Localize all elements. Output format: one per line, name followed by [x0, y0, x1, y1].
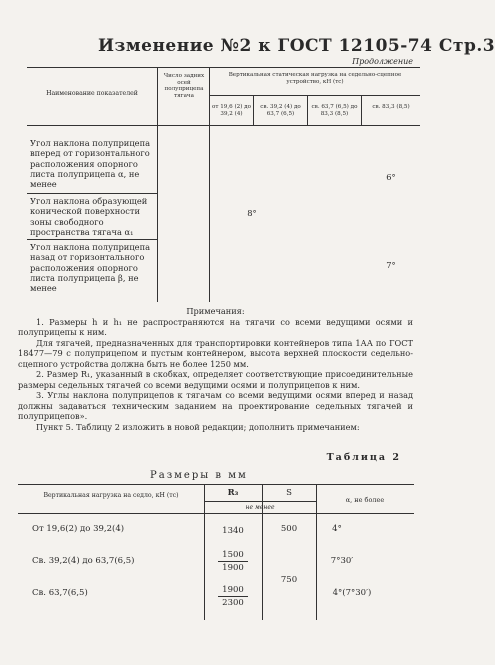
- row-3-r-denominator: 2300: [222, 598, 244, 608]
- row-1-name: Угол наклона полуприцепа вперед от горизонтального расположения опорного листа полуприцепа α, не менее: [30, 138, 151, 190]
- row-3-name: Угол наклона полуприцепа назад от горизонтального расположения опорного листа полуприцепа β, не менее: [30, 242, 151, 294]
- row-2-value: 8°: [247, 208, 257, 218]
- header-alpha: α, не более: [345, 496, 385, 504]
- sub-header-1: от 19,6 (2) до 39,2 (4): [212, 104, 251, 117]
- notes-block: [18, 306, 413, 432]
- row-3-alpha: 4°(7°30′): [332, 588, 372, 598]
- row-2-load: Св. 39,2(4) до 63,7(6,5): [32, 556, 135, 566]
- table-2-title: Размеры в мм: [150, 470, 248, 481]
- page-header: Изменение №2 к ГОСТ 12105-74 Стр.3: [98, 36, 495, 56]
- row-3-r: [218, 585, 248, 608]
- col-load-header: Вертикальная статическая нагрузка на седельно-сцепное устройство, кН (тс): [228, 72, 402, 85]
- item-5-text: Пункт 5. Таблицу 2 изложить в новой редакции; дополнить примечанием:: [36, 421, 360, 432]
- row-2-alpha: 7°30′: [330, 556, 354, 566]
- sub-header-2: св. 39,2 (4) до 63,7 (6,5): [260, 104, 301, 117]
- note-3: 3. Углы наклона полуприцепов к тягачам со всеми ведущими осями вперед и назад должны задаваться техническим заданием на проектирование седельных тягачей и полуприцепов».: [18, 390, 413, 421]
- row-3-value: 7°: [386, 260, 396, 270]
- sub-header-4: св. 83,3 (8,5): [372, 104, 410, 110]
- row-2-r-numerator: 1500: [218, 550, 248, 562]
- header-r: R₃: [227, 488, 239, 498]
- col-name-header: Наименование показателей: [46, 90, 138, 97]
- row-3-r-numerator: 1900: [218, 585, 248, 597]
- row-2-name: Угол наклона образующей конической поверхности зоны свободного пространства тягача α₁: [30, 196, 148, 237]
- sub-header-3: св. 63,7 (6,5) до 83,3 (8,5): [311, 104, 358, 117]
- header-min: не менее: [245, 504, 275, 511]
- row-1-r: 1340: [222, 526, 244, 536]
- header-load: Вертикальная нагрузка на седло, кН (тс): [43, 492, 179, 499]
- header-s: S: [286, 488, 292, 498]
- note-1-paragraph: Для тягачей, предназначенных для транспортировки контейнеров типа 1АА по ГОСТ 18477—79 с полуприцепом и пустым контейнером, высота верхней плоскости седельно-сцепного устройства должна быть не более 1250 мм.: [18, 337, 413, 369]
- row-3-load: Св. 63,7(6,5): [32, 588, 88, 598]
- row-1-value: 6°: [386, 172, 396, 182]
- table-2: [18, 484, 414, 620]
- table-2-caption: Таблица 2: [326, 452, 401, 463]
- row-2-r: [218, 550, 248, 573]
- note-2: 2. Размер R₁, указанный в скобках, определяет соответствующие присоединительные размеры седельных тягачей со всеми ведущими осями и полуприцепов к ним.: [18, 369, 413, 390]
- s-value-2: 750: [280, 575, 298, 585]
- row-1-load: От 19,6(2) до 39,2(4): [32, 524, 125, 534]
- notes-title: Примечания:: [186, 306, 245, 316]
- col-axles-header: Число задних осей полуприцепа тягача: [163, 73, 205, 99]
- s-value-1: 500: [280, 524, 298, 534]
- note-1: 1. Размеры h и h₁ не распространяются на тягачи со всеми ведущими осями и полуприцепы к ним.: [18, 316, 413, 337]
- continuation-label: Продолжение: [352, 57, 413, 66]
- row-2-r-denominator: 1900: [222, 563, 244, 573]
- table-1: [27, 67, 420, 302]
- row-1-alpha: 4°: [332, 524, 342, 534]
